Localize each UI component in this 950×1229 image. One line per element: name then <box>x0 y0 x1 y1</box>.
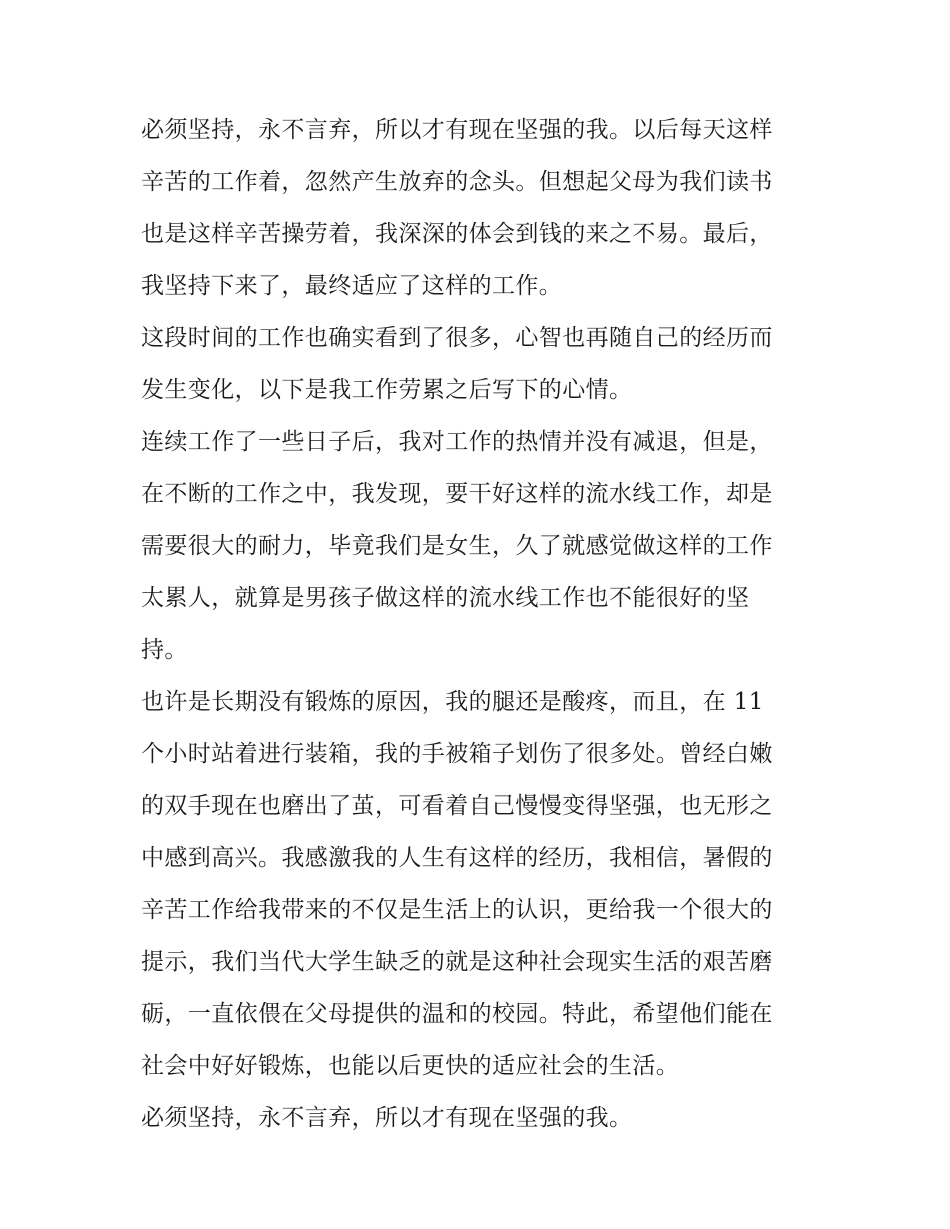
text-line: 也许是长期没有锻炼的原因，我的腿还是酸疼，而且，在 11 <box>141 689 764 715</box>
text-line: 这段时间的工作也确实看到了很多，心智也再随自己的经历而 <box>141 325 773 351</box>
text-line: 在不断的工作之中，我发现，要干好这样的流水线工作，却是 <box>141 481 773 507</box>
text-line: 持。 <box>141 637 188 663</box>
text-line: 个小时站着进行装箱，我的手被箱子划伤了很多处。曾经白嫩 <box>141 741 773 767</box>
text-line: 发生变化，以下是我工作劳累之后写下的心情。 <box>141 377 633 403</box>
text-line: 辛苦的工作着，忽然产生放弃的念头。但想起父母为我们读书 <box>141 169 773 195</box>
text-line: 中感到高兴。我感激我的人生有这样的经历，我相信，暑假的 <box>141 845 773 871</box>
text-line: 提示，我们当代大学生缺乏的就是这种社会现实生活的艰苦磨 <box>141 949 773 975</box>
text-line: 社会中好好锻炼，也能以后更快的适应社会的生活。 <box>141 1053 680 1079</box>
paragraph-2 <box>141 312 816 416</box>
text-line: 砺，一直依偎在父母提供的温和的校园。特此，希望他们能在 <box>141 1001 773 1027</box>
text-line: 必须坚持，永不言弃，所以才有现在坚强的我。 <box>141 1105 633 1131</box>
document-body <box>141 104 816 1144</box>
text-line: 也是这样辛苦操劳着，我深深的体会到钱的来之不易。最后， <box>141 221 773 247</box>
text-line: 必须坚持，永不言弃，所以才有现在坚强的我。以后每天这样 <box>141 117 773 143</box>
paragraph-5 <box>141 1092 816 1144</box>
paragraph-3 <box>141 416 816 676</box>
text-line: 连续工作了一些日子后，我对工作的热情并没有减退，但是， <box>141 429 773 455</box>
paragraph-4 <box>141 676 816 1092</box>
text-line: 太累人，就算是男孩子做这样的流水线工作也不能很好的坚 <box>141 585 750 611</box>
text-line: 的双手现在也磨出了茧，可看着自己慢慢变得坚强，也无形之 <box>141 793 773 819</box>
text-line: 我坚持下来了，最终适应了这样的工作。 <box>141 273 563 299</box>
text-line: 辛苦工作给我带来的不仅是生活上的认识，更给我一个很大的 <box>141 897 773 923</box>
paragraph-1 <box>141 104 816 312</box>
text-line: 需要很大的耐力，毕竟我们是女生，久了就感觉做这样的工作 <box>141 533 773 559</box>
